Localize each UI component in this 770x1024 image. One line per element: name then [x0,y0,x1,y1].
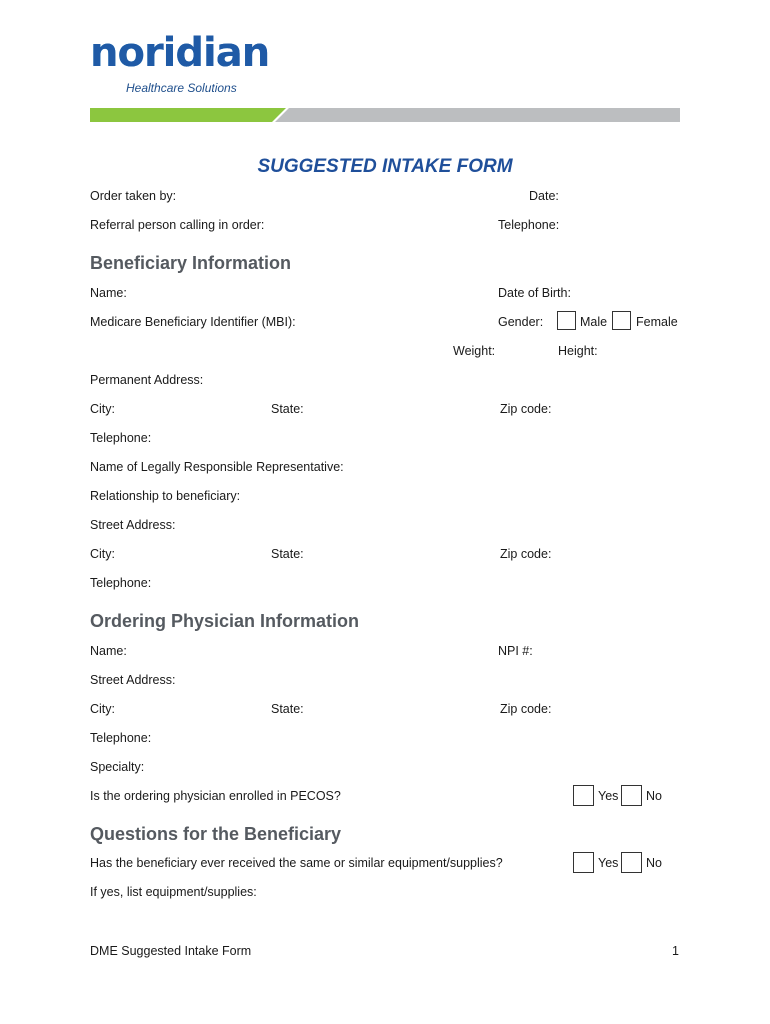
height-label: Height: [558,344,598,358]
male-checkbox[interactable] [557,311,576,330]
weight-label: Weight: [453,344,496,358]
same-equipment-question: Has the beneficiary ever received the same or similar equipment/supplies? [90,856,503,870]
order-taken-by-label: Order taken by: [90,189,177,203]
pecos-yes-label: Yes [598,789,619,803]
equipment-no-checkbox[interactable] [621,852,642,873]
legal-rep-label: Name of Legally Responsible Representative: [90,460,344,474]
npi-label: NPI #: [498,644,533,658]
physician-section-heading: Ordering Physician Information [90,611,360,631]
header-bar-gray [275,108,680,122]
gender-label: Gender: [498,315,544,329]
pecos-yes-checkbox[interactable] [573,785,594,806]
physician-state-label: State: [271,702,304,716]
header-bar-green [90,108,286,122]
beneficiary-name-label: Name: [90,286,127,300]
referral-label: Referral person calling in order: [90,218,265,232]
female-label: Female [636,315,678,329]
physician-name-label: Name: [90,644,127,658]
telephone-label: Telephone: [498,218,560,232]
pecos-question: Is the ordering physician enrolled in PECOS? [90,789,341,803]
beneficiary-zip-label: Zip code: [500,402,552,416]
pecos-no-checkbox[interactable] [621,785,642,806]
noridian-logo [90,30,269,76]
rep-zip-label: Zip code: [500,547,552,561]
permanent-address-label: Permanent Address: [90,373,204,387]
beneficiary-state-label: State: [271,402,304,416]
page-title: SUGGESTED INTAKE FORM [257,156,513,177]
date-label: Date: [529,189,559,203]
logo-wordmark: noridian [90,30,270,76]
physician-zip-label: Zip code: [500,702,552,716]
beneficiary-city-label: City: [90,402,115,416]
physician-street-label: Street Address: [90,673,176,687]
footer-title: DME Suggested Intake Form [90,944,252,958]
list-equipment-label: If yes, list equipment/supplies: [90,885,257,899]
equipment-yes-checkbox[interactable] [573,852,594,873]
logo-subtitle: Healthcare Solutions [126,81,237,95]
specialty-label: Specialty: [90,760,145,774]
rep-street-label: Street Address: [90,518,176,532]
rep-state-label: State: [271,547,304,561]
header-color-bar [90,108,680,122]
questions-section-heading: Questions for the Beneficiary [90,824,342,844]
beneficiary-section-heading: Beneficiary Information [90,253,292,273]
equipment-no-label: No [646,856,662,870]
mbi-label: Medicare Beneficiary Identifier (MBI): [90,315,296,329]
female-checkbox[interactable] [612,311,631,330]
beneficiary-telephone-label: Telephone: [90,431,152,445]
physician-city-label: City: [90,702,115,716]
page-number: 1 [672,944,679,958]
physician-telephone-label: Telephone: [90,731,152,745]
rep-city-label: City: [90,547,115,561]
rep-telephone-label: Telephone: [90,576,152,590]
equipment-yes-label: Yes [598,856,619,870]
male-label: Male [580,315,608,329]
relationship-label: Relationship to beneficiary: [90,489,241,503]
dob-label: Date of Birth: [498,286,571,300]
pecos-no-label: No [646,789,662,803]
